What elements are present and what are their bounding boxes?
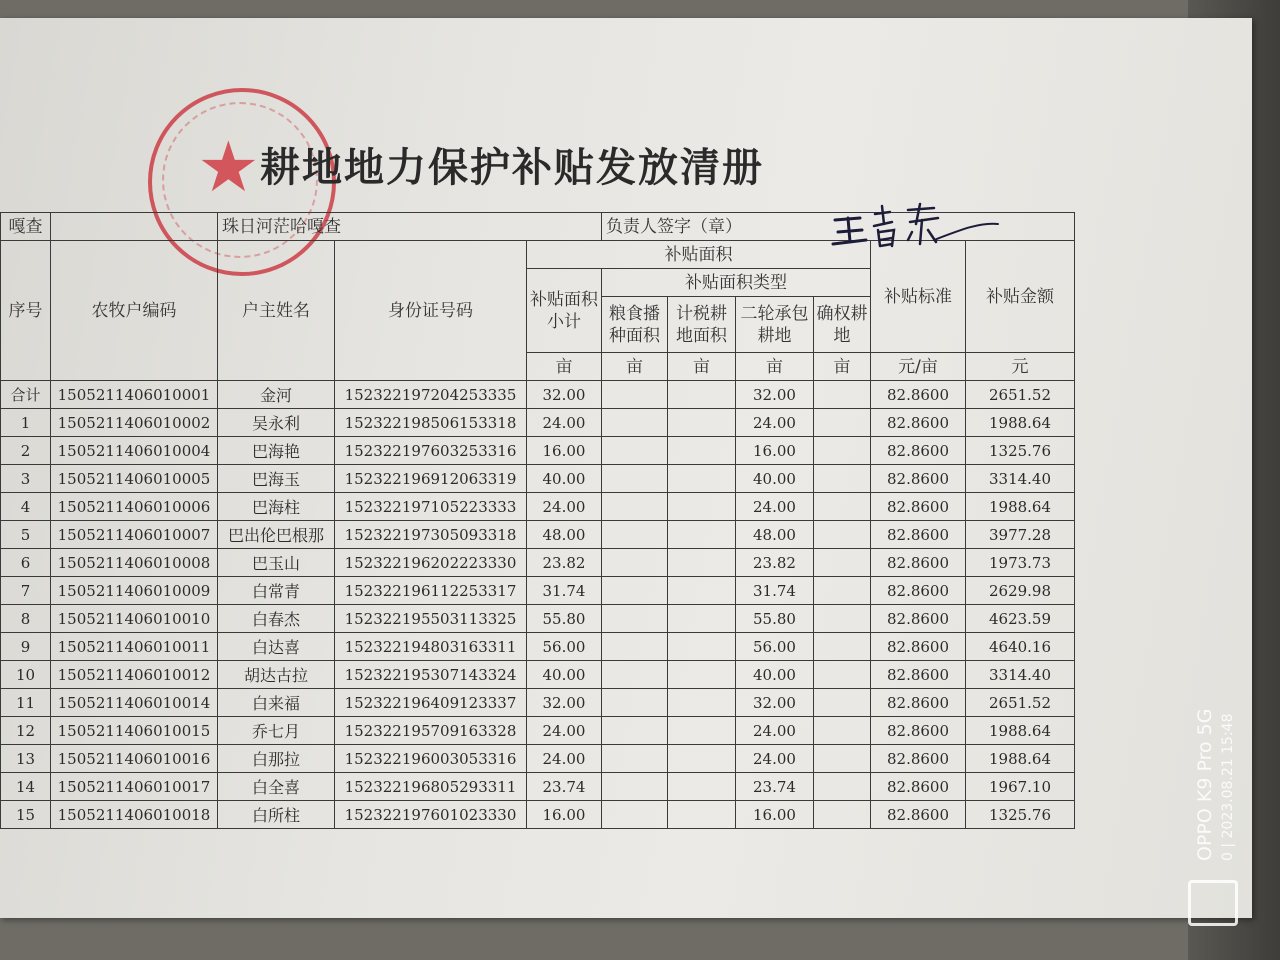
row-tax-area (668, 801, 736, 829)
row-confirmed (814, 633, 871, 661)
row-second-round: 40.00 (736, 661, 814, 689)
row-standard: 82.8600 (871, 661, 966, 689)
row-area-subtotal: 24.00 (527, 717, 602, 745)
header-area-subtotal: 补贴面积小计 (527, 269, 602, 353)
row-second-round: 23.74 (736, 773, 814, 801)
table-row (1, 773, 1075, 801)
row-grain-area (602, 549, 668, 577)
row-area-subtotal: 32.00 (527, 381, 602, 409)
header-confirmed: 确权耕地 (814, 297, 871, 353)
watermark-text (1194, 621, 1236, 861)
row-owner-name: 白常青 (218, 577, 335, 605)
row-tax-area (668, 605, 736, 633)
row-standard: 82.8600 (871, 745, 966, 773)
table-row (1, 549, 1075, 577)
row-id-number: 152322197603253316 (335, 437, 527, 465)
row-grain-area (602, 605, 668, 633)
row-grain-area (602, 465, 668, 493)
row-seq: 1 (1, 409, 51, 437)
row-seq: 8 (1, 605, 51, 633)
row-standard: 82.8600 (871, 633, 966, 661)
row-confirmed (814, 549, 871, 577)
row-grain-area (602, 717, 668, 745)
header-tax-area: 计税耕地面积 (668, 297, 736, 353)
row-seq: 10 (1, 661, 51, 689)
row-grain-area (602, 493, 668, 521)
row-tax-area (668, 689, 736, 717)
row-owner-name: 白春杰 (218, 605, 335, 633)
row-farmer-code: 1505211406010002 (51, 409, 218, 437)
row-amount: 1988.64 (966, 717, 1075, 745)
row-grain-area (602, 773, 668, 801)
info-empty (51, 213, 218, 241)
row-standard: 82.8600 (871, 437, 966, 465)
row-confirmed (814, 605, 871, 633)
row-seq: 4 (1, 493, 51, 521)
row-confirmed (814, 409, 871, 437)
row-amount: 2651.52 (966, 381, 1075, 409)
row-amount: 3314.40 (966, 465, 1075, 493)
row-id-number: 152322195503113325 (335, 605, 527, 633)
row-seq: 14 (1, 773, 51, 801)
row-id-number: 152322196202223330 (335, 549, 527, 577)
row-grain-area (602, 745, 668, 773)
row-tax-area (668, 661, 736, 689)
row-tax-area (668, 577, 736, 605)
sign-label: 负责人签字（章） (602, 213, 871, 241)
header-second-round: 二轮承包耕地 (736, 297, 814, 353)
row-owner-name: 吴永利 (218, 409, 335, 437)
row-farmer-code: 1505211406010004 (51, 437, 218, 465)
table-row (1, 465, 1075, 493)
row-grain-area (602, 521, 668, 549)
header-seq: 序号 (1, 241, 51, 381)
row-farmer-code: 1505211406010005 (51, 465, 218, 493)
row-id-number: 152322196112253317 (335, 577, 527, 605)
row-owner-name: 巴海玉 (218, 465, 335, 493)
row-seq: 3 (1, 465, 51, 493)
unit-mu: 亩 (527, 353, 602, 381)
row-confirmed (814, 381, 871, 409)
row-amount: 1988.64 (966, 745, 1075, 773)
row-seq: 9 (1, 633, 51, 661)
row-second-round: 16.00 (736, 801, 814, 829)
row-area-subtotal: 24.00 (527, 745, 602, 773)
row-farmer-code: 1505211406010001 (51, 381, 218, 409)
table-row (1, 521, 1075, 549)
row-tax-area (668, 465, 736, 493)
row-id-number: 152322194803163311 (335, 633, 527, 661)
row-owner-name: 白来福 (218, 689, 335, 717)
row-confirmed (814, 717, 871, 745)
row-area-subtotal: 55.80 (527, 605, 602, 633)
row-second-round: 16.00 (736, 437, 814, 465)
row-tax-area (668, 549, 736, 577)
camera-watermark (1190, 620, 1236, 861)
table-row (1, 605, 1075, 633)
row-owner-name: 白达喜 (218, 633, 335, 661)
row-owner-name: 巴海艳 (218, 437, 335, 465)
table-row (1, 745, 1075, 773)
row-second-round: 55.80 (736, 605, 814, 633)
row-confirmed (814, 521, 871, 549)
row-second-round: 24.00 (736, 409, 814, 437)
header-farmer-code: 农牧户编码 (51, 241, 218, 381)
row-standard: 82.8600 (871, 577, 966, 605)
row-second-round: 32.00 (736, 381, 814, 409)
seal-star-icon: ★ (197, 126, 260, 208)
row-amount: 1988.64 (966, 493, 1075, 521)
data-rows (1, 381, 1075, 829)
row-standard: 82.8600 (871, 409, 966, 437)
row-seq: 11 (1, 689, 51, 717)
row-grain-area (602, 633, 668, 661)
row-second-round: 40.00 (736, 465, 814, 493)
row-farmer-code: 1505211406010014 (51, 689, 218, 717)
row-owner-name: 乔七月 (218, 717, 335, 745)
row-standard: 82.8600 (871, 717, 966, 745)
row-owner-name: 金河 (218, 381, 335, 409)
row-confirmed (814, 661, 871, 689)
row-standard: 82.8600 (871, 773, 966, 801)
row-confirmed (814, 745, 871, 773)
row-tax-area (668, 409, 736, 437)
row-standard: 82.8600 (871, 549, 966, 577)
row-id-number: 152322196409123337 (335, 689, 527, 717)
row-id-number: 152322197601023330 (335, 801, 527, 829)
row-id-number: 152322197305093318 (335, 521, 527, 549)
row-amount: 1988.64 (966, 409, 1075, 437)
row-id-number: 152322196003053316 (335, 745, 527, 773)
row-farmer-code: 1505211406010015 (51, 717, 218, 745)
row-tax-area (668, 773, 736, 801)
unit-mu: 亩 (602, 353, 668, 381)
row-id-number: 152322195307143324 (335, 661, 527, 689)
row-id-number: 152322196805293311 (335, 773, 527, 801)
row-amount: 2629.98 (966, 577, 1075, 605)
row-area-subtotal: 16.00 (527, 801, 602, 829)
row-standard: 82.8600 (871, 605, 966, 633)
row-amount: 4640.16 (966, 633, 1075, 661)
row-seq: 12 (1, 717, 51, 745)
row-tax-area (668, 521, 736, 549)
row-id-number: 152322197204253335 (335, 381, 527, 409)
row-area-subtotal: 48.00 (527, 521, 602, 549)
row-farmer-code: 1505211406010006 (51, 493, 218, 521)
row-confirmed (814, 801, 871, 829)
row-second-round: 24.00 (736, 493, 814, 521)
unit-mu: 亩 (668, 353, 736, 381)
header-amount: 补贴金额 (966, 241, 1075, 353)
row-confirmed (814, 689, 871, 717)
row-seq: 2 (1, 437, 51, 465)
subsidy-table (0, 212, 1075, 829)
row-seq: 5 (1, 521, 51, 549)
table-row (1, 661, 1075, 689)
row-farmer-code: 1505211406010018 (51, 801, 218, 829)
unit-yuan: 元 (966, 353, 1075, 381)
row-standard: 82.8600 (871, 381, 966, 409)
table-row (1, 689, 1075, 717)
row-amount: 2651.52 (966, 689, 1075, 717)
row-owner-name: 胡达古拉 (218, 661, 335, 689)
table-row (1, 409, 1075, 437)
row-tax-area (668, 633, 736, 661)
row-confirmed (814, 493, 871, 521)
row-amount: 3314.40 (966, 661, 1075, 689)
row-second-round: 24.00 (736, 717, 814, 745)
row-id-number: 152322197105223333 (335, 493, 527, 521)
row-owner-name: 白所柱 (218, 801, 335, 829)
row-grain-area (602, 577, 668, 605)
row-grain-area (602, 437, 668, 465)
row-tax-area (668, 381, 736, 409)
row-farmer-code: 1505211406010011 (51, 633, 218, 661)
watermark-timestamp: 0 | 2023.08.21 15:48 (1220, 713, 1236, 861)
row-tax-area (668, 437, 736, 465)
header-id-number: 身份证号码 (335, 241, 527, 381)
row-second-round: 48.00 (736, 521, 814, 549)
row-owner-name: 白全喜 (218, 773, 335, 801)
row-seq: 合计 (1, 381, 51, 409)
header-area-types: 补贴面积类型 (602, 269, 871, 297)
row-confirmed (814, 577, 871, 605)
row-owner-name: 白那拉 (218, 745, 335, 773)
row-second-round: 32.00 (736, 689, 814, 717)
row-area-subtotal: 24.00 (527, 493, 602, 521)
row-confirmed (814, 773, 871, 801)
row-farmer-code: 1505211406010007 (51, 521, 218, 549)
unit-yuan-per-mu: 元/亩 (871, 353, 966, 381)
row-amount: 3977.28 (966, 521, 1075, 549)
row-second-round: 23.82 (736, 549, 814, 577)
row-id-number: 152322196912063319 (335, 465, 527, 493)
row-grain-area (602, 381, 668, 409)
row-amount: 1325.76 (966, 801, 1075, 829)
row-seq: 6 (1, 549, 51, 577)
row-amount: 4623.59 (966, 605, 1075, 633)
row-standard: 82.8600 (871, 801, 966, 829)
row-second-round: 24.00 (736, 745, 814, 773)
row-owner-name: 巴玉山 (218, 549, 335, 577)
row-farmer-code: 1505211406010016 (51, 745, 218, 773)
table-row (1, 437, 1075, 465)
row-seq: 15 (1, 801, 51, 829)
row-area-subtotal: 23.82 (527, 549, 602, 577)
page-title: 耕地地力保护补贴发放清册 (260, 145, 764, 191)
row-second-round: 56.00 (736, 633, 814, 661)
header-owner-name: 户主姓名 (218, 241, 335, 381)
row-farmer-code: 1505211406010008 (51, 549, 218, 577)
row-area-subtotal: 56.00 (527, 633, 602, 661)
row-amount: 1967.10 (966, 773, 1075, 801)
row-tax-area (668, 493, 736, 521)
camera-logo-icon (1188, 880, 1238, 926)
table-row (1, 381, 1075, 409)
row-seq: 13 (1, 745, 51, 773)
row-tax-area (668, 745, 736, 773)
row-seq: 7 (1, 577, 51, 605)
row-id-number: 152322195709163328 (335, 717, 527, 745)
table-row (1, 717, 1075, 745)
row-area-subtotal: 16.00 (527, 437, 602, 465)
row-tax-area (668, 717, 736, 745)
row-confirmed (814, 437, 871, 465)
row-standard: 82.8600 (871, 493, 966, 521)
row-owner-name: 巴出伦巴根那 (218, 521, 335, 549)
row-id-number: 152322198506153318 (335, 409, 527, 437)
row-area-subtotal: 32.00 (527, 689, 602, 717)
row-farmer-code: 1505211406010017 (51, 773, 218, 801)
row-area-subtotal: 40.00 (527, 661, 602, 689)
info-label-left: 嘎查 (1, 213, 51, 241)
watermark-device: OPPO K9 Pro 5G (1194, 708, 1216, 861)
row-grain-area (602, 661, 668, 689)
row-amount: 1973.73 (966, 549, 1075, 577)
header-grain-area: 粮食播种面积 (602, 297, 668, 353)
header-subsidy-area: 补贴面积 (527, 241, 871, 269)
table-row (1, 493, 1075, 521)
row-confirmed (814, 465, 871, 493)
row-amount: 1325.76 (966, 437, 1075, 465)
row-area-subtotal: 31.74 (527, 577, 602, 605)
village-name: 珠日河茫哈嘎查 (218, 213, 602, 241)
row-area-subtotal: 40.00 (527, 465, 602, 493)
row-area-subtotal: 24.00 (527, 409, 602, 437)
handwritten-signature (830, 200, 1030, 250)
row-farmer-code: 1505211406010009 (51, 577, 218, 605)
row-area-subtotal: 23.74 (527, 773, 602, 801)
row-owner-name: 巴海柱 (218, 493, 335, 521)
row-second-round: 31.74 (736, 577, 814, 605)
row-farmer-code: 1505211406010010 (51, 605, 218, 633)
row-grain-area (602, 689, 668, 717)
row-grain-area (602, 801, 668, 829)
row-grain-area (602, 409, 668, 437)
row-standard: 82.8600 (871, 465, 966, 493)
row-farmer-code: 1505211406010012 (51, 661, 218, 689)
table-row (1, 577, 1075, 605)
unit-mu: 亩 (736, 353, 814, 381)
header-standard: 补贴标准 (871, 241, 966, 353)
row-standard: 82.8600 (871, 521, 966, 549)
table-row (1, 801, 1075, 829)
unit-mu: 亩 (814, 353, 871, 381)
row-standard: 82.8600 (871, 689, 966, 717)
table-row (1, 633, 1075, 661)
